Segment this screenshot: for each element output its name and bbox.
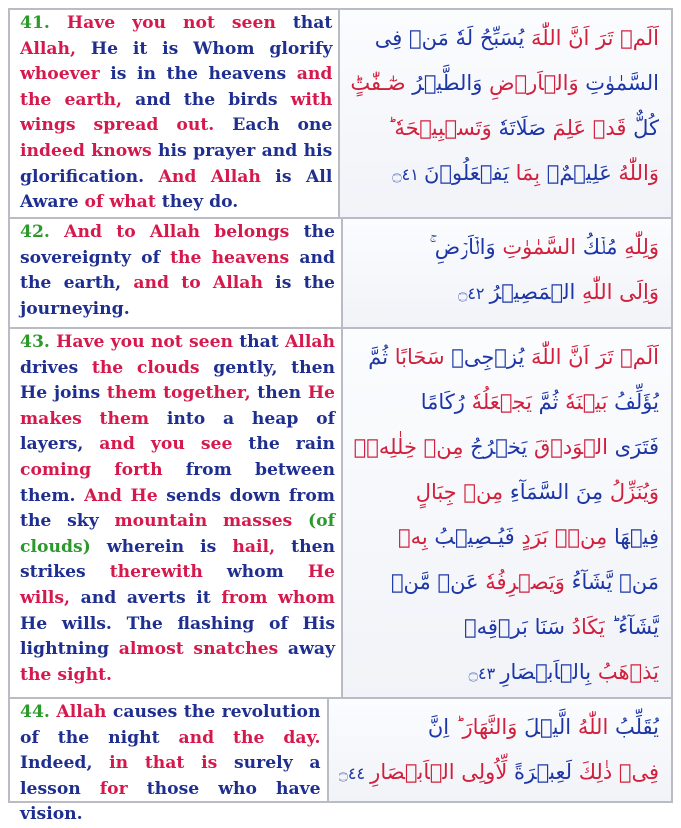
arabic-segment: سَنَا بَرۡقِهٖ (463, 615, 565, 639)
translation-segment: gently, then He joins (20, 357, 335, 404)
arabic-segment: فِىۡ ذٰلِكَ (572, 760, 659, 784)
translation-segment: He wills. The flashing of His lightning (20, 613, 335, 660)
english-translation-43 (10, 329, 343, 697)
translation-segment: is in the heavens (99, 64, 297, 85)
arabic-segment: مِنۡۢ بَرَدٍ (514, 525, 608, 549)
arabic-segment: رُكَامًا (420, 390, 465, 414)
translation-segment: He it is Whom glorify (76, 38, 333, 59)
translation-segment: and you see (99, 434, 233, 455)
english-translation-41 (10, 10, 340, 217)
translation-segment: the clouds (91, 357, 200, 378)
translation-segment: them together, (106, 383, 251, 404)
arabic-segment: لَعِبۡرَةً (507, 760, 573, 784)
translation-segment: away (278, 639, 335, 660)
arabic-line (350, 106, 659, 151)
arabic-segment: وَالطَّيۡرُ (405, 71, 483, 95)
translation-segment: then strikes (20, 536, 335, 583)
arabic-text-41 (340, 10, 671, 217)
arabic-segment: لِّاُولِى الۡاَبۡصَارِ (370, 760, 508, 784)
translation-segment: mountain masses (114, 511, 293, 532)
arabic-segment: الۡمَصِيۡرُ (489, 280, 576, 304)
translation-segment: Each one (214, 115, 333, 136)
arabic-segment: صَلَاتَهٗ (491, 116, 546, 140)
arabic-text-44 (329, 699, 671, 801)
translation-segment: Allah (49, 702, 107, 722)
translation-segment: his prayer and his glorification. (20, 140, 333, 187)
arabic-segment: الَّيۡلَ (517, 715, 572, 739)
arabic-segment: وَالنَّهَارَ‌ ؕ (455, 715, 518, 739)
arabic-segment: بِمَا (508, 161, 541, 185)
translation-segment: they do. (155, 192, 239, 213)
arabic-segment: الۡوَدۡقَ (527, 435, 608, 459)
translation-segment: indeed knows (20, 140, 152, 161)
ayah-number-marker: ۝٤٣ (468, 664, 501, 683)
arabic-segment: وَالۡاَرۡضِ‌ ۚ (429, 235, 496, 259)
translation-segment: and to Allah (133, 273, 263, 294)
translation-segment: of what (84, 192, 156, 213)
translation-segment: drives (20, 357, 92, 378)
arabic-segment: بِالۡاَبۡصَارِ (500, 660, 592, 684)
arabic-segment: مِنَ السَّمَآءِ (503, 480, 604, 504)
english-text (20, 222, 335, 319)
arabic-segment: قَدۡ عَلِمَ (545, 116, 627, 140)
english-translation-42 (10, 219, 343, 327)
translation-segment: that (292, 13, 333, 33)
arabic-segment: سَحَابًا (388, 345, 445, 369)
translation-segment: sends down from the sky (20, 485, 335, 532)
arabic-segment: ثُمَّ (531, 390, 559, 414)
arabic-line (353, 270, 659, 316)
translation-segment: for (99, 778, 128, 799)
translation-segment: the rain (232, 434, 335, 455)
translation-segment: causes the revolution of the night (20, 702, 321, 748)
arabic-line (353, 380, 659, 425)
arabic-segment: السَّمٰوٰتِ (578, 71, 659, 95)
arabic-segment: وَيُنَزِّلُ (603, 480, 659, 504)
translation-segment: hail, (232, 536, 276, 557)
arabic-segment: عَلِيۡمٌۢ (540, 161, 612, 185)
verse-row-43 (10, 327, 671, 697)
arabic-line (353, 425, 659, 470)
translation-segment: that (233, 332, 285, 352)
arabic-segment: يُزۡجِىۡ (444, 345, 525, 369)
arabic-line (350, 61, 659, 106)
verse-number: 42. (20, 222, 50, 242)
arabic-segment: ثُمَّ (368, 345, 389, 369)
arabic-line (353, 650, 659, 696)
translation-segment: from whom (221, 587, 335, 608)
arabic-segment: وَالۡاَرۡضِ (482, 71, 579, 95)
arabic-segment: السَّمٰوٰتِ (495, 235, 577, 259)
translation-segment: And to Allah belongs (49, 222, 290, 242)
translation-segment: is the journeying. (20, 273, 335, 319)
arabic-segment: يَفۡعَلُوۡنَ (423, 161, 509, 185)
verse-row-44 (10, 697, 671, 825)
translation-segment: wherein is (90, 536, 233, 557)
arabic-line (353, 515, 659, 560)
arabic-text-43 (343, 329, 671, 697)
verse-table (8, 8, 673, 825)
arabic-segment: يَكَادُ (564, 615, 605, 639)
arabic-segment: وَيَصۡرِفُهٗ (478, 570, 565, 594)
arabic-segment: مُلۡكُ (576, 235, 618, 259)
verse-row-42 (10, 217, 671, 327)
translation-segment: those who have vision. (20, 778, 321, 825)
translation-segment: whom (202, 562, 308, 583)
arabic-segment: يُسَبِّحُ لَهٗ مَنۡ فِى (374, 26, 525, 50)
arabic-segment: وَتَسۡبِيۡحَهٗ‌ ؕ (387, 116, 492, 140)
arabic-line (353, 225, 659, 270)
translation-segment: He wills, (20, 562, 335, 608)
translation-segment: Allah (284, 332, 335, 352)
arabic-segment: يُؤَلِّفُ (607, 390, 659, 414)
english-translation-44 (10, 699, 329, 825)
translation-segment: Indeed, (20, 753, 110, 774)
arabic-segment: اَلَمۡ تَرَ اَنَّ اللّٰهَ (524, 345, 659, 369)
arabic-segment: يَّشَآءُ‌ ؕ (604, 615, 659, 639)
translation-segment: coming forth (20, 459, 163, 480)
arabic-line (353, 560, 659, 605)
arabic-segment: وَاِلَى اللّٰهِ (575, 280, 659, 304)
translation-segment: the sight. (20, 664, 112, 685)
translation-segment: He makes them (20, 383, 335, 429)
translation-segment: therewith (109, 562, 203, 583)
translation-segment (292, 511, 308, 531)
verse-number: 41. (20, 13, 50, 33)
arabic-line (353, 605, 659, 650)
translation-segment: the heavens (170, 247, 290, 268)
translation-segment: Have you not seen (49, 332, 233, 352)
translation-segment: with wings spread out. (20, 89, 333, 136)
english-text (20, 332, 335, 685)
arabic-segment: مِنۡ جِبَالٍ (415, 480, 504, 504)
arabic-segment: فَيُـصِيۡبُ (427, 525, 515, 549)
translation-segment: almost snatches (118, 639, 279, 660)
arabic-segment: مَنۡ يَّشَآءُ (564, 570, 659, 594)
translation-segment: And He (84, 485, 158, 506)
translation-segment: and the birds (122, 89, 291, 110)
translation-segment: is All Aware (20, 166, 333, 213)
translation-segment: whoever (20, 64, 100, 85)
arabic-segment: يَجۡعَلُهٗ (464, 390, 532, 414)
arabic-segment: وَاللّٰهُ (611, 161, 659, 185)
arabic-segment: اِنَّ (427, 715, 456, 739)
arabic-line (339, 705, 659, 750)
translation-segment: Allah, (20, 38, 77, 59)
arabic-segment: وَلِلّٰهِ (617, 235, 659, 259)
translation-segment: the sovereignty of (20, 222, 335, 268)
arabic-segment: مِنۡ خِلٰلِهٖ‌ۚ (353, 435, 464, 459)
translation-segment: surely a lesson (20, 753, 321, 799)
arabic-segment: فَتَرَى (607, 435, 659, 459)
translation-segment: into a heap of layers, (20, 408, 335, 455)
translation-segment: in that is (109, 753, 218, 774)
translation-segment: and the earth, (20, 247, 335, 294)
verse-number: 44. (20, 702, 50, 722)
translation-segment: (of clouds) (20, 511, 336, 557)
arabic-segment: كُلٌّ (626, 116, 659, 140)
english-text (20, 13, 332, 212)
arabic-segment: اَلَمۡ تَرَ اَنَّ اللّٰهَ (524, 26, 659, 50)
english-text (20, 702, 321, 824)
arabic-line (353, 470, 659, 515)
translation-segment: from between them. (20, 459, 335, 506)
arabic-segment: يَخۡرُجُ (463, 435, 528, 459)
arabic-text-42 (343, 219, 671, 327)
translation-segment: then (250, 383, 308, 404)
arabic-segment: بَيۡنَهٗ (558, 390, 608, 414)
translation-segment: and averts it (70, 587, 222, 608)
ayah-number-marker: ۝٤١ (392, 165, 424, 184)
arabic-line (350, 151, 659, 197)
translation-segment: And Allah (158, 166, 261, 187)
arabic-segment: عَنۡ مَّنۡ (390, 570, 479, 594)
arabic-line (339, 750, 659, 796)
arabic-line (353, 335, 659, 380)
arabic-segment: فِيۡهَا (607, 525, 659, 549)
verse-row-41 (10, 10, 671, 217)
ayah-number-marker: ۝٤٤ (338, 764, 371, 783)
arabic-segment: يُقَلِّبُ (608, 715, 659, 739)
arabic-segment: صٰٓـفّٰتٍ‌ؕ (350, 71, 406, 95)
arabic-segment: بِهٖ (397, 525, 428, 549)
translation-segment: Have you not seen (49, 13, 293, 33)
translation-segment: and the day. (178, 727, 321, 748)
arabic-segment: يَذۡهَبُ (591, 660, 659, 684)
ayah-number-marker: ۝٤٢ (457, 284, 490, 303)
verse-number: 43. (20, 332, 50, 352)
arabic-line (350, 16, 659, 61)
translation-segment: and the earth, (20, 64, 333, 110)
arabic-segment: اللّٰهُ (571, 715, 609, 739)
